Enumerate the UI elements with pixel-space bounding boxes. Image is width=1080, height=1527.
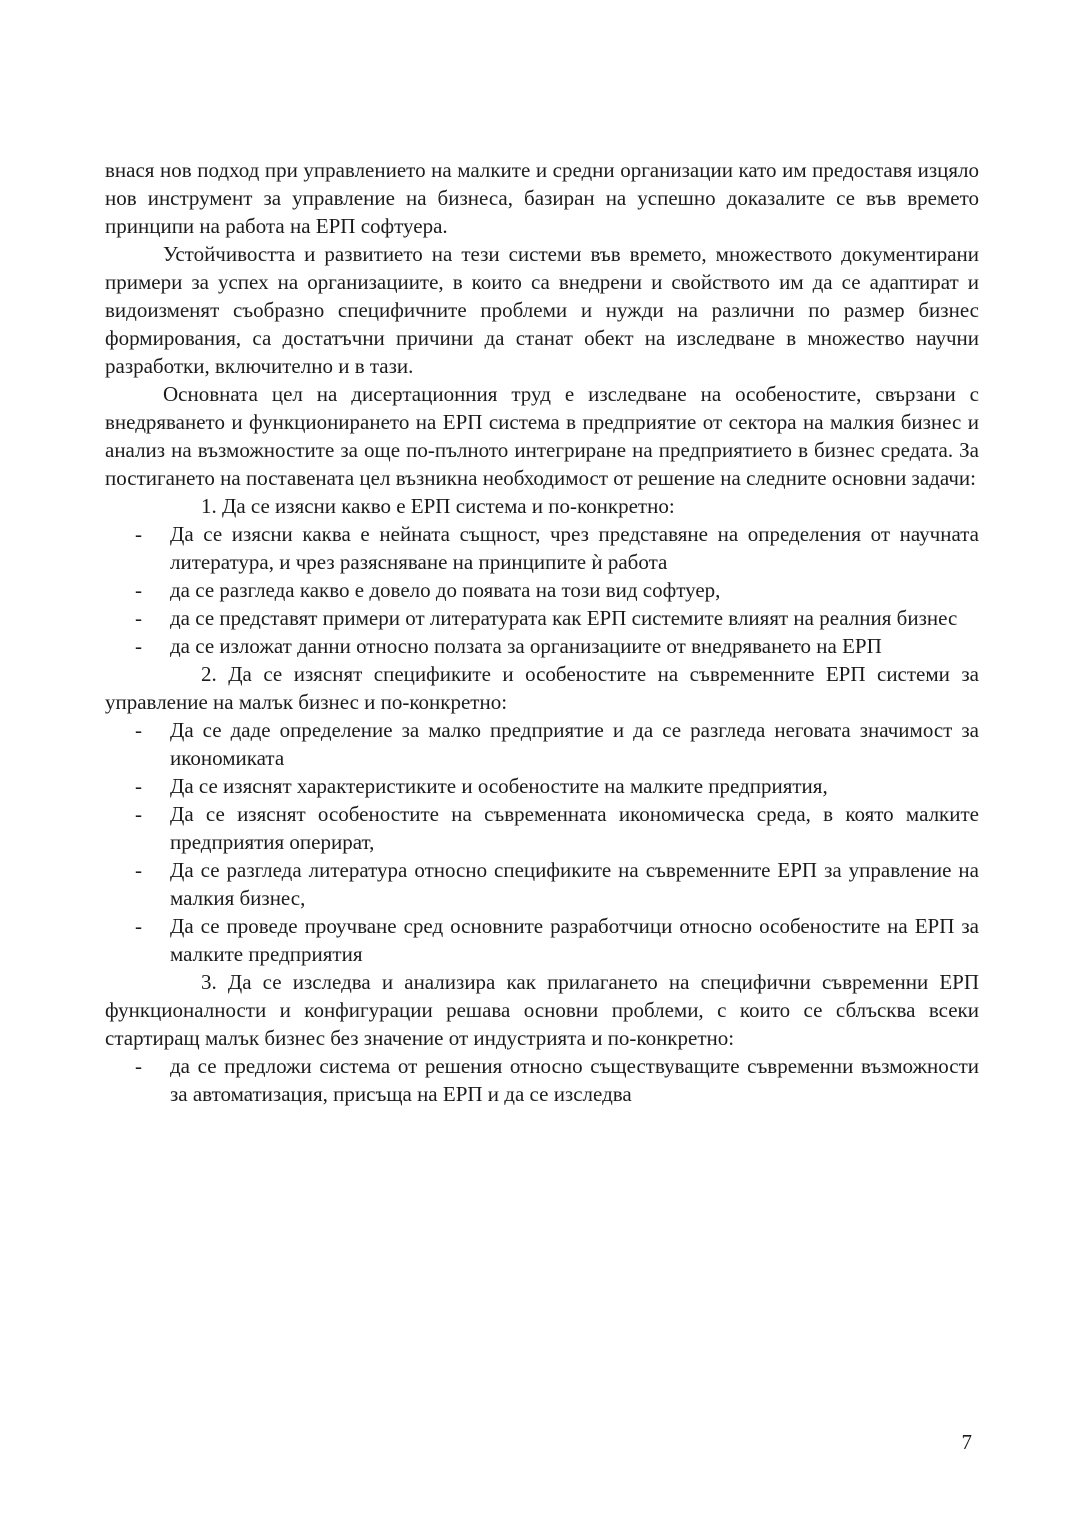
list-item bbox=[105, 800, 979, 856]
document-text bbox=[105, 156, 979, 1108]
list-marker: - bbox=[135, 634, 142, 658]
list-marker: - bbox=[135, 578, 142, 602]
list-item-text: да се изложат данни относно ползата за организациите от внедряването на ЕРП bbox=[170, 634, 882, 658]
list-item bbox=[105, 716, 979, 772]
list-item bbox=[105, 604, 979, 632]
list-item-text: Да се разгледа литература относно спецификите на съвременните ЕРП за управление на малкия бизнес, bbox=[170, 858, 979, 910]
page-number: 7 bbox=[961, 1430, 972, 1454]
task-2-heading: 2. Да се изяснят спецификите и особеностите на съвременните ЕРП системи за управление на малък бизнес и по-конкретно: bbox=[105, 662, 979, 714]
paragraph-goal: Основната цел на дисертационния труд е изследване на особеностите, свързани с внедряването и функционирането на ЕРП система в предприятие от сектора на малкия бизнес и анализ на възможностите за още по-пълното интегриране на предприятието в бизнес средата. За постигането на поставената цел възникна необходимост от решение на следните основни задачи: bbox=[105, 382, 979, 490]
list-marker: - bbox=[135, 914, 142, 938]
task-1-heading: 1. Да се изясни какво е ЕРП система и по-конкретно: bbox=[201, 494, 675, 518]
list-item bbox=[105, 912, 979, 968]
list-item bbox=[105, 856, 979, 912]
list-marker: - bbox=[135, 1054, 142, 1078]
list-item bbox=[105, 576, 979, 604]
paragraph-intro: внася нов подход при управлението на малките и средни организации като им предоставя изцяло нов инструмент за управление на бизнеса, базиран на успешно доказалите се във времето принципи на работа на ЕРП софтуера. bbox=[105, 158, 979, 238]
list-marker: - bbox=[135, 606, 142, 630]
list-marker: - bbox=[135, 522, 142, 546]
list-item-text: Да се изяснят характеристиките и особеностите на малките предприятия, bbox=[170, 774, 828, 798]
list-item-text: Да се изяснят особеностите на съвременната икономическа среда, в която малките предприятия оперират, bbox=[170, 802, 979, 854]
task-3-heading: 3. Да се изследва и анализира как прилагането на специфични съвременни ЕРП функционалности и конфигурации решава основни проблеми, с които се сблъсква всеки стартиращ малък бизнес без значение от индустрията и по-конкретно: bbox=[105, 970, 979, 1050]
list-marker: - bbox=[135, 774, 142, 798]
list-marker: - bbox=[135, 802, 142, 826]
list-item bbox=[105, 632, 979, 660]
list-item-text: Да се проведе проучване сред основните разработчици относно особеностите на ЕРП за малките предприятия bbox=[170, 914, 979, 966]
list-item-text: Да се изясни каква е нейната същност, чрез представяне на определения от научната литература, и чрез разясняване на принципите ѝ работа bbox=[170, 522, 979, 574]
list-item bbox=[105, 772, 979, 800]
list-item-text: да се разгледа какво е довело до появата на този вид софтуер, bbox=[170, 578, 721, 602]
paragraph-sustainability: Устойчивостта и развитието на тези системи във времето, множеството документирани примери за успех на организациите, в които са внедрени и свойството им да се адаптират и видоизменят съобразно специфичните проблеми и нужди на различни по размер бизнес формирования, са достатъчни причини да станат обект на изследване в множество научни разработки, включително и в тази. bbox=[105, 242, 979, 378]
list-item bbox=[105, 1052, 979, 1108]
list-item-text: да се представят примери от литературата как ЕРП системите влияят на реалния бизнес bbox=[170, 606, 958, 630]
list-item-text: да се предложи система от решения относно съществуващите съвременни възможности за автоматизация, присъща на ЕРП и да се изследва bbox=[170, 1054, 979, 1106]
list-item-text: Да се даде определение за малко предприятие и да се разгледа неговата значимост за икономиката bbox=[170, 718, 979, 770]
list-marker: - bbox=[135, 718, 142, 742]
list-item bbox=[105, 520, 979, 576]
list-marker: - bbox=[135, 858, 142, 882]
